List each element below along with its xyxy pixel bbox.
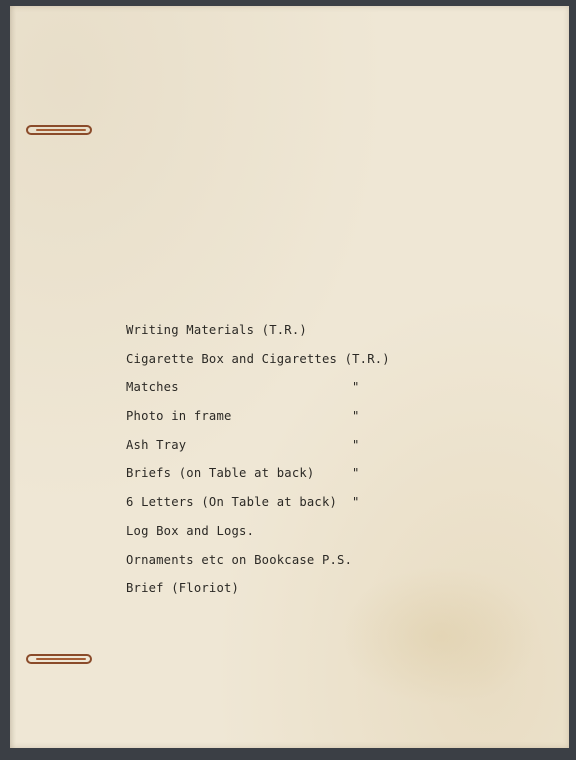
staple-bottom [26, 654, 92, 664]
item-text: Cigarette Box and Cigarettes (T.R.) [126, 351, 390, 366]
list-item [126, 437, 406, 466]
list-item [126, 379, 406, 408]
ditto-mark: " [352, 437, 360, 452]
item-text: Ash Tray [126, 437, 187, 452]
props-list [126, 322, 406, 609]
staple-top [26, 125, 92, 135]
ditto-mark: " [352, 380, 360, 395]
item-text: 6 Letters (On Table at back) [126, 495, 338, 510]
list-item [126, 351, 406, 380]
list-item [126, 523, 406, 552]
list-item [126, 580, 406, 609]
ditto-mark: " [352, 495, 360, 510]
item-text: Log Box and Logs. [126, 523, 255, 538]
list-item [126, 322, 406, 351]
list-item [126, 552, 406, 581]
item-text: Briefs (on Table at back) [126, 466, 315, 481]
item-text: Writing Materials (T.R.) [126, 323, 307, 337]
item-text: Matches [126, 380, 179, 395]
list-item [126, 494, 406, 523]
item-text: Brief (Floriot) [126, 581, 240, 596]
list-item [126, 408, 406, 437]
ditto-mark: " [352, 409, 360, 424]
item-text: Photo in frame [126, 409, 232, 424]
typed-page [10, 6, 569, 748]
list-item [126, 465, 406, 494]
ditto-mark: " [352, 466, 360, 481]
item-text: Ornaments etc on Bookcase P.S. [126, 552, 353, 567]
